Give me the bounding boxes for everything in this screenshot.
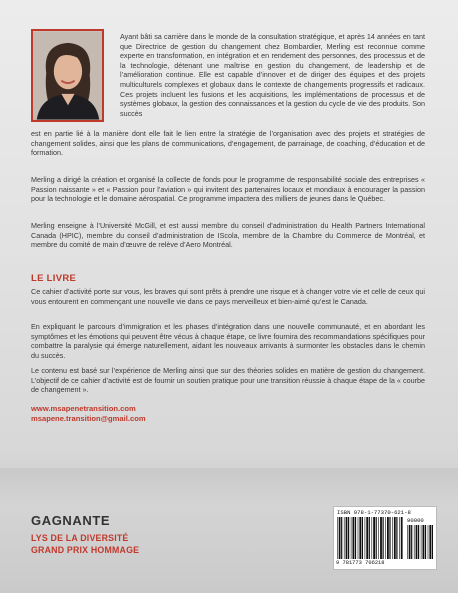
isbn-barcode (333, 506, 437, 570)
book-section-heading: LE LIVRE (31, 273, 77, 284)
addon-barcode-bars (407, 525, 433, 559)
book-paragraph-3: Le contenu est basé sur l’expérience de Merling ainsi que sur des théories solides en matière de gestion du changement. L’objectif de ce cahier d’activité est de fournir un soutien pratique pour une transition réussie à chaque étape de la « courbe de changement ». (31, 366, 425, 395)
book-paragraph-2: En expliquant le parcours d’immigration et les phases d’intégration dans une nouvelle communauté, et en abordant les symptômes et les émotions qui peuvent être vécus à chaque étape, ce livre fournira des recommandations spécifiques pour combattre la paralysie qui émerge naturellement, aidant les nouveaux arrivants à surmonter les obstacles dans le chemin du succès. (31, 322, 425, 360)
author-portrait-image (33, 31, 102, 120)
award-line-1: LYS DE LA DIVERSITÉ (31, 533, 129, 543)
price-code: 90000 (407, 517, 424, 524)
website-link[interactable]: www.msapenetransition.com (31, 404, 136, 413)
award-line-2: GRAND PRIX HOMMAGE (31, 545, 140, 555)
isbn-number: ISBN 978-1-77370-621-8 (337, 509, 411, 516)
email-link[interactable]: msapene.transition@gmail.com (31, 414, 146, 423)
book-paragraph-1: Ce cahier d’activité porte sur vous, les braves qui sont prêts à prendre une risque et à changer votre vie et celle de ceux qui vous entourent en commençant une nouvelle vie dans ce pays merveilleux et bien-aimé qu’est le Canada. (31, 287, 425, 306)
bio-paragraph-2: Merling a dirigé la création et organisé la collecte de fonds pour le programme de responsabilité sociale des entreprises « Passion naissante » et « Passion pour l’aviation » qui invitent des partenaires locaux et mondiaux à encourager la passion pour la technologie et le domaine aérospatial. Ce programme impactera des milliers de jeunes dans le Québec. (31, 175, 425, 204)
author-photo (31, 29, 104, 122)
bio-paragraph-1-continued: est en partie lié à la manière dont elle fait le lien entre la stratégie de l’organisation avec des projets et stratégies de changement solides, ainsi que les plans de communications, d’engagement, de parrainage, de coaching, d’éducation et de formation. (31, 129, 425, 158)
bio-paragraph-3: Merling enseigne à l’Université McGill, et est aussi membre du conseil d’administration du Health Partners International Canada (HPIC), membre du conseil d’administration de IScola, membre de la Chambre du Commerce de Montréal, et membre du comité de main d’œuvre de relève d’Aero Montréal. (31, 221, 425, 250)
ean-number: 9 781773 706218 (336, 560, 385, 566)
ean-barcode-bars (337, 517, 403, 559)
award-title: GAGNANTE (31, 513, 111, 528)
bio-paragraph-1: Ayant bâti sa carrière dans le monde de la consultation stratégique, et après 14 années en tant que Directrice de gestion du changement chez Bombardier, Merling est reconnue comme experte en transformation, en intégration et en rendement des personnes, des processus et de la technologie, détenant une maîtrise en gestion du changement, de leadership et de l’amélioration continue. Elle est capable d’innover et de diriger des équipes et des projets multiculturels complexes et globaux dans le contexte de changements progressifs et radicaux. Ces projets incluent les fusions et les acquisitions, les implémentations de processus et de systèmes globaux, la gestion des connaissances et la gestion du cycle de vie des produits. Son succès (120, 32, 425, 118)
